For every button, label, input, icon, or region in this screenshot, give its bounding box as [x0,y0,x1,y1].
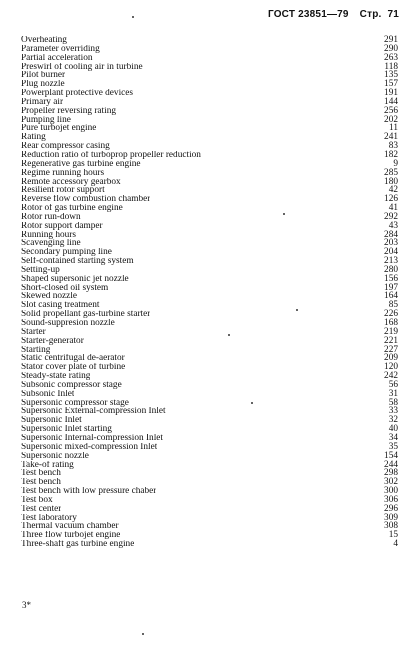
index-entry [21,487,398,496]
index-term: Remote accessory gearbox [21,177,121,187]
index-term: Test center [21,504,62,514]
index-term: Rotor of gas turbine engine [21,204,123,213]
index-entry [21,443,398,452]
index-page-number: 164 [384,291,398,302]
index-entry [21,36,398,45]
index-term: Supersonic compressor stage [21,398,129,408]
index-entry [21,266,398,275]
index-page-number: 204 [384,247,398,258]
index-entry [21,133,398,142]
term-index-list [21,36,398,549]
index-page-number: 120 [384,362,398,373]
index-entry [21,310,398,319]
index-page-number: 203 [384,238,398,249]
index-entry [21,354,398,363]
index-page-number: 33 [388,406,398,417]
index-page-number: 144 [384,96,398,107]
index-term: Thermal vacuum chamber [21,522,119,532]
index-entry [21,178,398,187]
index-term: Test box [21,495,53,505]
index-page-number: 83 [388,141,398,152]
index-entry [21,407,398,416]
index-page-number: 197 [384,282,398,293]
index-page-number: 85 [388,300,398,311]
index-term: Starter [21,327,46,337]
index-entry [21,328,398,337]
index-term: Regime running hours [21,168,105,178]
index-term: Overheating [21,36,67,45]
index-entry [21,124,398,133]
index-entry [21,195,398,204]
index-term: Supersonic Inlet starting [21,425,112,434]
index-page-number: 43 [388,220,398,231]
index-page-number: 156 [384,273,398,284]
index-entry [21,116,398,125]
index-term: Subsonic Inlet [21,389,75,399]
page-number: 71 [387,9,399,20]
index-entry [21,45,398,54]
index-page-number: 4 [393,539,398,550]
index-page-number: 157 [384,79,398,90]
scan-speck [296,309,298,311]
index-entry [21,54,398,63]
index-entry [21,186,398,195]
index-entry [21,531,398,540]
index-page-number: 308 [384,521,398,532]
index-page-number: 302 [384,477,398,488]
index-term: Rating [21,133,46,143]
index-term: Regenerative gas turbine engine [21,159,141,169]
index-term: Supersonic nozzle [21,451,89,461]
index-page-number: 135 [384,70,398,81]
index-entry [21,522,398,531]
index-entry [21,469,398,478]
index-entry [21,461,398,470]
index-entry [21,213,398,222]
index-entry [21,346,398,355]
index-entry [21,284,398,293]
index-page-number: 241 [384,132,398,143]
index-entry [21,89,398,98]
index-page-number: 9 [393,158,398,169]
index-term: Take-of rating [21,460,74,470]
index-page-number: 227 [384,344,398,355]
index-entry [21,239,398,248]
index-term: Supersonic Internal-compression Inlet [21,433,163,443]
index-term: Test bench [21,478,61,488]
index-entry [21,151,398,160]
index-page-number: 263 [384,52,398,63]
index-term: Rotor run-down [21,212,81,222]
index-entry [21,63,398,72]
index-page-number: 42 [388,185,398,196]
index-page-number: 202 [384,114,398,125]
index-page-number: 298 [384,468,398,479]
index-page-number: 180 [384,176,398,187]
index-term: Sound-suppresion nozzle [21,319,115,328]
index-entry [21,319,398,328]
index-term: Rear compressor casing [21,142,110,151]
index-page-number: 32 [388,415,398,426]
scan-speck [228,334,230,336]
index-entry [21,434,398,443]
index-page-number: 244 [384,459,398,470]
index-page-number: 40 [388,424,398,435]
index-page-number: 191 [384,88,398,99]
index-page-number: 58 [388,397,398,408]
index-term: Running hours [21,230,77,240]
index-page-number: 221 [384,335,398,346]
index-entry [21,301,398,310]
index-entry [21,107,398,116]
standard-designation: ГОСТ 23851—79 [267,9,349,20]
page-header [268,9,399,20]
index-term: Static centrifugal de-aerator [21,354,125,364]
index-term: Resilient rotor support [21,186,105,196]
index-term: Solid propellant gas-turbine starter [21,310,151,319]
index-term: Steady-state rating [21,372,91,381]
index-term: Rotor support damper [21,221,103,231]
index-term: Supersonic External-compression Inlet [21,407,166,417]
index-entry [21,390,398,399]
signature-mark: 3* [22,600,31,610]
index-page-number: 242 [384,371,398,382]
index-term: Shaped supersonic jet nozzle [21,274,129,284]
index-term: Test laboratory [21,513,77,523]
index-term: Subsonic compressor stage [21,380,122,390]
index-page-number: 209 [384,353,398,364]
index-term: Starting [21,345,51,355]
index-term: Skewed nozzle [21,292,78,302]
index-entry [21,452,398,461]
index-entry [21,292,398,301]
index-term: Setting-up [21,265,60,275]
index-term: Pumping line [21,115,71,125]
index-entry [21,505,398,514]
index-page-number: 309 [384,512,398,523]
index-entry [21,416,398,425]
index-page-number: 296 [384,503,398,514]
index-page-number: 118 [384,61,398,72]
index-page-number: 256 [384,105,398,116]
index-entry [21,381,398,390]
scan-speck [142,633,144,635]
index-term: Primary air [21,97,64,107]
index-page-number: 34 [388,432,398,443]
index-page-number: 41 [388,203,398,214]
index-term: Scavenging line [21,239,81,249]
index-page-number: 56 [388,379,398,390]
index-term: Test bench [21,469,61,479]
index-entry [21,337,398,346]
index-page-number: 35 [388,441,398,452]
index-term: Pure turbojet engine [21,124,97,134]
index-entry [21,478,398,487]
index-page-number: 292 [384,211,398,222]
index-page-number: 300 [384,486,398,497]
index-term: Secondary pumping line [21,248,112,258]
scan-speck [251,402,253,404]
index-entry [21,222,398,231]
index-entry [21,399,398,408]
index-entry [21,231,398,240]
index-term: Starter-generator [21,336,84,346]
index-entry [21,71,398,80]
index-page-number: 280 [384,264,398,275]
index-entry [21,540,398,549]
index-term: Three-shaft gas turbine engine [21,540,135,549]
index-page-number: 154 [384,450,398,461]
index-term: Preswirl of cooling air in turbine [21,62,143,72]
index-page-number: 11 [389,123,398,134]
index-page-number: 285 [384,167,398,178]
index-entry [21,496,398,505]
index-entry [21,363,398,372]
index-entry [21,204,398,213]
index-entry [21,160,398,169]
index-entry [21,80,398,89]
index-term: Powerplant protective devices [21,89,134,98]
index-term: Partial acceleration [21,53,93,63]
index-entry [21,257,398,266]
index-term: Supersonic mixed-compression Inlet [21,442,158,452]
scan-speck [283,213,285,215]
index-term: Reduction ratio of turboprop propeller reduction [21,150,201,160]
index-entry [21,248,398,257]
index-entry [21,372,398,381]
index-term: Slot casing treatment [21,301,100,311]
index-term: Supersonic Inlet [21,416,82,426]
index-entry [21,514,398,523]
index-page-number: 226 [384,309,398,320]
index-page-number: 126 [384,194,398,205]
index-page-number: 182 [384,149,398,160]
page-label: Стр. [359,9,382,20]
index-entry [21,425,398,434]
index-page-number: 306 [384,494,398,505]
index-page-number: 168 [384,318,398,328]
index-term: Reverse flow combustion chamber [21,195,151,205]
index-term: Self-contained starting system [21,257,134,266]
index-term: Parameter overriding [21,44,100,54]
index-term: Propeller reversing rating [21,106,117,116]
index-page-number: 284 [384,229,398,240]
index-term: Three flow turbojet engine [21,531,121,541]
index-entry [21,98,398,107]
index-page-number: 219 [384,326,398,337]
index-page-number: 290 [384,43,398,54]
index-page-number: 213 [384,256,398,267]
scan-speck [132,16,134,18]
index-page-number: 31 [388,388,398,399]
index-term: Stator cover plate of turbine [21,363,126,373]
index-term: Plug nozzle [21,80,65,90]
index-entry [21,275,398,284]
index-entry [21,169,398,178]
index-term: Short-closed oil system [21,283,109,293]
index-page-number: 291 [384,35,398,45]
index-term: Test bench with low pressure chaber [21,487,157,496]
index-term: Pilot burner [21,71,66,81]
index-page-number: 15 [388,530,398,541]
index-entry [21,142,398,151]
